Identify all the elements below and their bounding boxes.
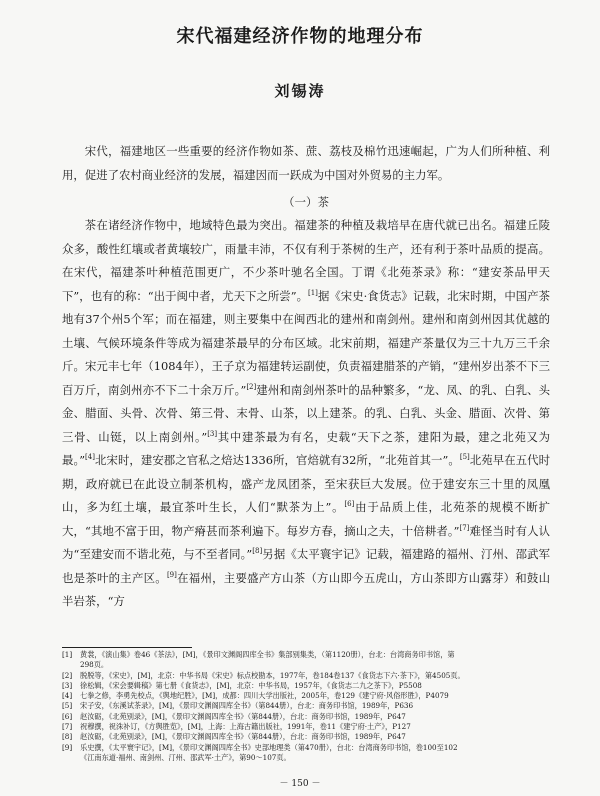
footnote-ref[interactable]: [2] <box>246 382 257 391</box>
footnote-number: [1] <box>62 650 73 659</box>
footnote-item <box>62 650 550 660</box>
text-run: 建州和南剑州茶叶的品种繁多，“龙、凤、的乳、白乳、头金、腊面、头骨、次骨、第三骨、末骨、山茶，以上建茶。的乳、白乳、头金、腊面、次骨、第三骨、山铤，以上南剑州。” <box>62 382 551 444</box>
footnote-number: [3] <box>62 680 73 690</box>
text-run: 其中建茶最为有名，史载“天下之茶，建阳为最，建之北苑又为最。” <box>62 429 551 467</box>
article-title: 宋代福建经济作物的地理分布 <box>176 26 424 47</box>
footnote-number: [9] <box>62 742 73 752</box>
text-run: 难怪当时有人认为“至建安而不谐北苑，与不至者同。” <box>62 523 550 561</box>
footnote-ref[interactable]: [5] <box>459 453 470 462</box>
footnote-ref[interactable]: [3] <box>207 429 218 438</box>
text-run: 另据《太平寰宇记》记载，福建路的福州、汀州、邵武军也是茶叶的主产区。 <box>62 547 550 585</box>
footnote-number: [8] <box>62 732 73 742</box>
footnote-item <box>62 671 550 681</box>
section-heading-tea: （一）茶 <box>283 195 329 209</box>
intro-paragraph: 宋代，福建地区一些重要的经济作物如茶、蔗、荔枝及棉竹迅速崛起，广为人们所种植、利用，促进了农村商业经济的发展，福建因而一跃成为中国对外贸易的主力军。 <box>62 144 550 182</box>
footnote-text: 乐史撰，《太平寰宇记》，[M]，《景印文渊阁四库全书》史部地理类（第470册），台北：台湾商务印书馆，卷100至102 <box>80 742 458 752</box>
text-run: 茶在诸经济作物中，地域特色最为突出。福建茶的种植及栽培早在唐代就已出名。福建丘陵众多，酸性红壤或者黄壤较广，雨量丰沛，不仅有利于茶树的生产，还有利于茶叶品质的提高。在宋代，福建茶叶种植范围更广，不少茶叶驰名全国。丁谓《北苑茶录》称：“建安茶品甲天下”，也有的称：“出于闽中者，尤天下之所尝”。 <box>62 218 550 303</box>
footnote-ref[interactable]: [8] <box>252 547 263 556</box>
footnote-ref[interactable]: [1] <box>308 288 318 297</box>
footnote-text: 徐松辑，《宋会要辑稿》第七册《食货志》，[M]，北京：中华书局，1957年，《食货志二九之茶下》，P5508 <box>80 680 422 690</box>
author-name: 刘锡涛 <box>274 82 326 100</box>
footnote-item <box>62 743 550 753</box>
article-body <box>62 140 550 614</box>
footnote-item <box>62 701 550 711</box>
text-run: 据《宋史·食货志》记载，北宋时期，中国产茶地有37个州5个军；而在福建，则主要集中在闽西北的建州和南剑州。建州和南剑州因其优越的土壤、气候环境条件等成为福建茶最早的分布区域。北宋前期，福建产茶量仅为三十九万三千余斤。宋元丰七年（1084年），王子京为福建转运副使，负责福建腊茶的产销，“建州岁出茶不下三百万斤，南剑州亦不下二十余万斤。” <box>62 288 550 397</box>
footnote-number: [4] <box>62 691 73 701</box>
footnote-ref[interactable]: [4] <box>85 453 95 462</box>
footnote-ref[interactable]: [6] <box>344 500 355 509</box>
footnotes <box>62 650 550 763</box>
footnote-text: 赵汝砺，《北苑别录》，[M]，《景印文渊阁四库全书》（第844册），台北：商务印书馆，1989年，P647 <box>80 732 406 742</box>
footnote-item <box>62 722 550 732</box>
footnote-text: 祝穆撰，祝洙补订，《方舆胜览》，[M]，上海：上海古籍出版社，1991年，卷11《建宁府·土产》，P127 <box>80 722 411 732</box>
footnote-item <box>62 681 550 691</box>
tea-paragraph <box>62 214 550 614</box>
footnote-item <box>62 732 550 742</box>
footnote-ref[interactable]: [7] <box>459 523 470 532</box>
text-run: 由于品质上佳，北苑茶的规模不断扩大，“其地不富于田，物产瘠甚而茶利遍下。每岁方春，摘山之夫，十倍耕者。” <box>62 500 550 538</box>
footnote-number: [7] <box>62 722 73 732</box>
footnote-text: 脱脱等，《宋史》，[M]，北京：中华书局《宋史》标点校勘本，1977年，卷184卷137《食货志下六·茶下》，第4505页。 <box>80 670 465 680</box>
text-run: 北苑早在五代时期，政府就已在此设立制茶机构，盛产龙凤团茶，至宋获巨大发展。位于建安东三十里的凤凰山，多为红土壤，最宜茶叶生长，人们“默茶为上”。 <box>62 453 550 514</box>
footnote-number: [5] <box>62 701 73 711</box>
footnote-item <box>62 691 550 701</box>
footnote-text: 赵汝砺，《北苑别录》，[M]，《景印文渊阁四库全书》（第844册），台北：商务印书馆，1989年，P647 <box>80 711 406 721</box>
text-run: 在福州，主要盛产方山茶（方山即今五虎山，方山茶即方山露芽）和鼓山半岩茶，“方 <box>62 570 550 608</box>
footnote-text: 七拳之修，李勇先校点，《舆地纪胜》，[M]，成都：四川大学出版社，2005年，卷129《建宁府·风俗形胜》，P4079 <box>80 691 449 701</box>
page-number: － 150 － <box>279 779 321 789</box>
footnote-ref[interactable]: [9] <box>166 570 177 579</box>
footnote-text: 宋子安，《东溪试茶录》，[M]，《景印文渊阁四库全书》（第844册），台北：商务印书馆，1989年，P636 <box>80 701 414 711</box>
text-run: 北宋时，建安郡之官私之焙达1336所，官焙就有32所，“北苑首其一”。 <box>94 453 460 467</box>
footnote-continuation: 298页。 <box>80 660 109 670</box>
footnote-continuation: 《江南东道·福州、南剑州、汀州、邵武军·土产》，第90～107页。 <box>80 752 291 762</box>
footnote-number: [6] <box>62 711 73 721</box>
footnote-number: [2] <box>62 670 73 680</box>
footnote-item <box>62 712 550 722</box>
footnote-text: 黄裳，《演山集》卷46《茶法》，[M]，《景印文渊阁四库全书》集部别集类，（第1120册），台北：台湾商务印书馆，第 <box>80 650 455 659</box>
footnote-divider <box>62 647 192 648</box>
